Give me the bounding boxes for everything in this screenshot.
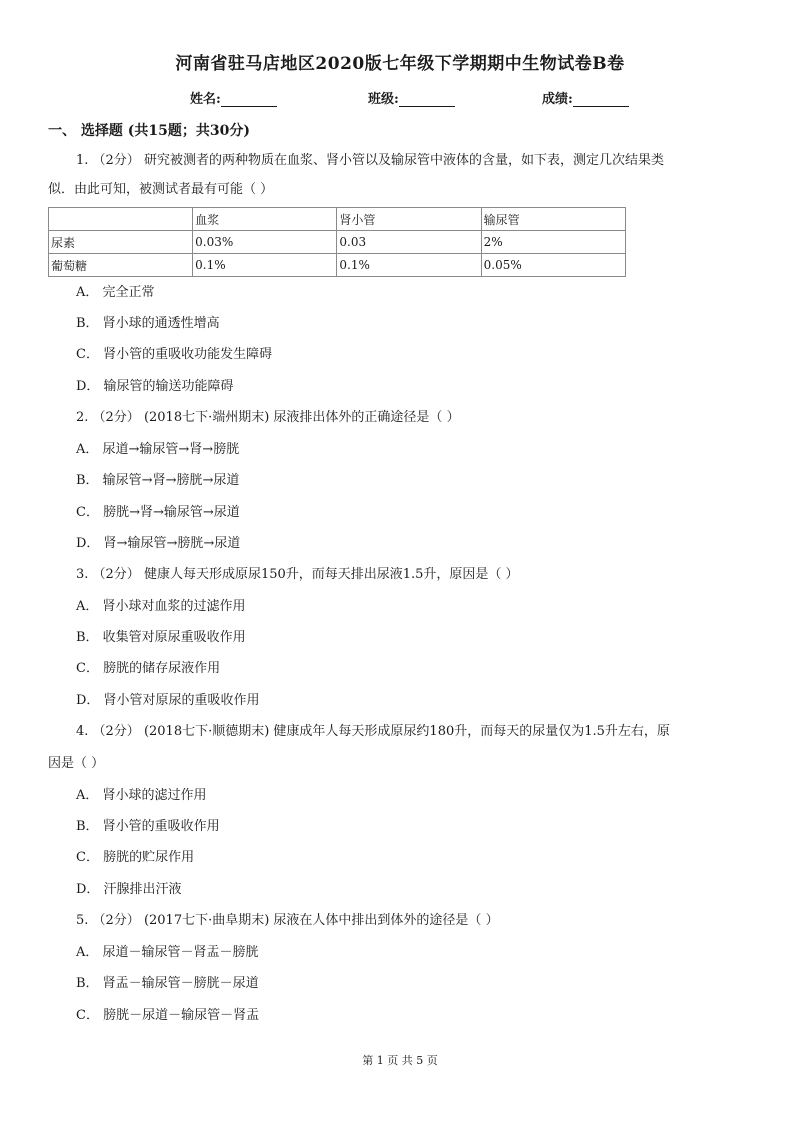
question-4-option-a[interactable]: A． 肾小球的滤过作用	[76, 788, 207, 803]
question-4-continuation: 因是（ ）	[48, 756, 105, 771]
table-header-row	[49, 208, 626, 231]
question-1-continuation: 似．由此可知，被测试者最有可能（ ）	[48, 182, 274, 197]
table-header-cell	[49, 208, 193, 231]
name-field[interactable]	[190, 88, 277, 107]
score-field[interactable]	[542, 88, 629, 107]
question-1-option-d[interactable]: D． 输尿管的输送功能障碍	[76, 379, 234, 394]
score-label: 成绩:	[542, 92, 573, 107]
score-blank[interactable]	[573, 93, 629, 107]
question-1-option-b[interactable]: B． 肾小球的通透性增高	[76, 316, 220, 331]
class-blank[interactable]	[399, 93, 455, 107]
question-3-option-b[interactable]: B． 收集管对原尿重吸收作用	[76, 630, 246, 645]
table-cell: 0.05%	[481, 254, 625, 277]
table-cell: 2%	[481, 231, 625, 254]
question-1-option-c[interactable]: C． 肾小管的重吸收功能发生障碍	[76, 347, 273, 362]
name-label: 姓名:	[190, 92, 221, 107]
question-5-option-a[interactable]: A． 尿道－输尿管－肾盂－膀胱	[76, 945, 259, 960]
question-2-stem: 2. （2分） (2018七下·端州期末) 尿液排出体外的正确途径是（ ）	[76, 410, 460, 425]
table-cell: 尿素	[49, 231, 193, 254]
question-1-stem: 1. （2分） 研究被测者的两种物质在血浆、肾小管以及输尿管中液体的含量，如下表，测定几次结果类	[76, 153, 664, 168]
table-cell: 0.03%	[193, 231, 337, 254]
table-cell: 葡萄糖	[49, 254, 193, 277]
question-4-option-c[interactable]: C． 膀胱的贮尿作用	[76, 850, 195, 865]
question-5-option-b[interactable]: B． 肾盂－输尿管－膀胱－尿道	[76, 976, 259, 991]
table-header-cell: 血浆	[193, 208, 337, 231]
page-title: 河南省驻马店地区2020版七年级下学期期中生物试卷B卷	[175, 54, 625, 74]
question-2-option-d[interactable]: D． 肾→输尿管→膀胱→尿道	[76, 536, 241, 551]
table-cell: 0.1%	[193, 254, 337, 277]
question-2-option-a[interactable]: A． 尿道→输尿管→肾→膀胱	[76, 442, 240, 457]
question-1-option-a[interactable]: A． 完全正常	[76, 285, 155, 300]
table-header-cell: 肾小管	[337, 208, 481, 231]
table-row	[49, 254, 626, 277]
class-field[interactable]	[368, 88, 455, 107]
section-heading: 一、 选择题 (共15题；共30分)	[48, 123, 250, 139]
question-2-option-b[interactable]: B． 输尿管→肾→膀胱→尿道	[76, 473, 240, 488]
class-label: 班级:	[368, 92, 399, 107]
question-4-option-d[interactable]: D． 汗腺排出汗液	[76, 882, 182, 897]
question-4-stem: 4. （2分） (2018七下·顺德期末) 健康成年人每天形成原尿约180升，而每天的尿量仅为1.5升左右，原	[76, 724, 670, 739]
question-2-option-c[interactable]: C． 膀胱→肾→输尿管→尿道	[76, 505, 240, 520]
question-3-option-c[interactable]: C． 膀胱的储存尿液作用	[76, 661, 221, 676]
table-cell: 0.1%	[337, 254, 481, 277]
name-blank[interactable]	[221, 93, 277, 107]
page-footer: 第 1 页 共 5 页	[362, 1054, 438, 1067]
question-5-option-c[interactable]: C． 膀胱－尿道－输尿管－肾盂	[76, 1008, 260, 1023]
question-4-option-b[interactable]: B． 肾小管的重吸收作用	[76, 819, 220, 834]
table-row	[49, 231, 626, 254]
question-3-stem: 3. （2分） 健康人每天形成原尿150升，而每天排出尿液1.5升，原因是（ ）	[76, 567, 519, 582]
data-table	[48, 207, 626, 277]
question-3-option-d[interactable]: D． 肾小管对原尿的重吸收作用	[76, 693, 260, 708]
question-3-option-a[interactable]: A． 肾小球对血浆的过滤作用	[76, 599, 246, 614]
question-5-stem: 5. （2分） (2017七下·曲阜期末) 尿液在人体中排出到体外的途径是（ ）	[76, 913, 499, 928]
table-header-cell: 输尿管	[481, 208, 625, 231]
table-cell: 0.03	[337, 231, 481, 254]
